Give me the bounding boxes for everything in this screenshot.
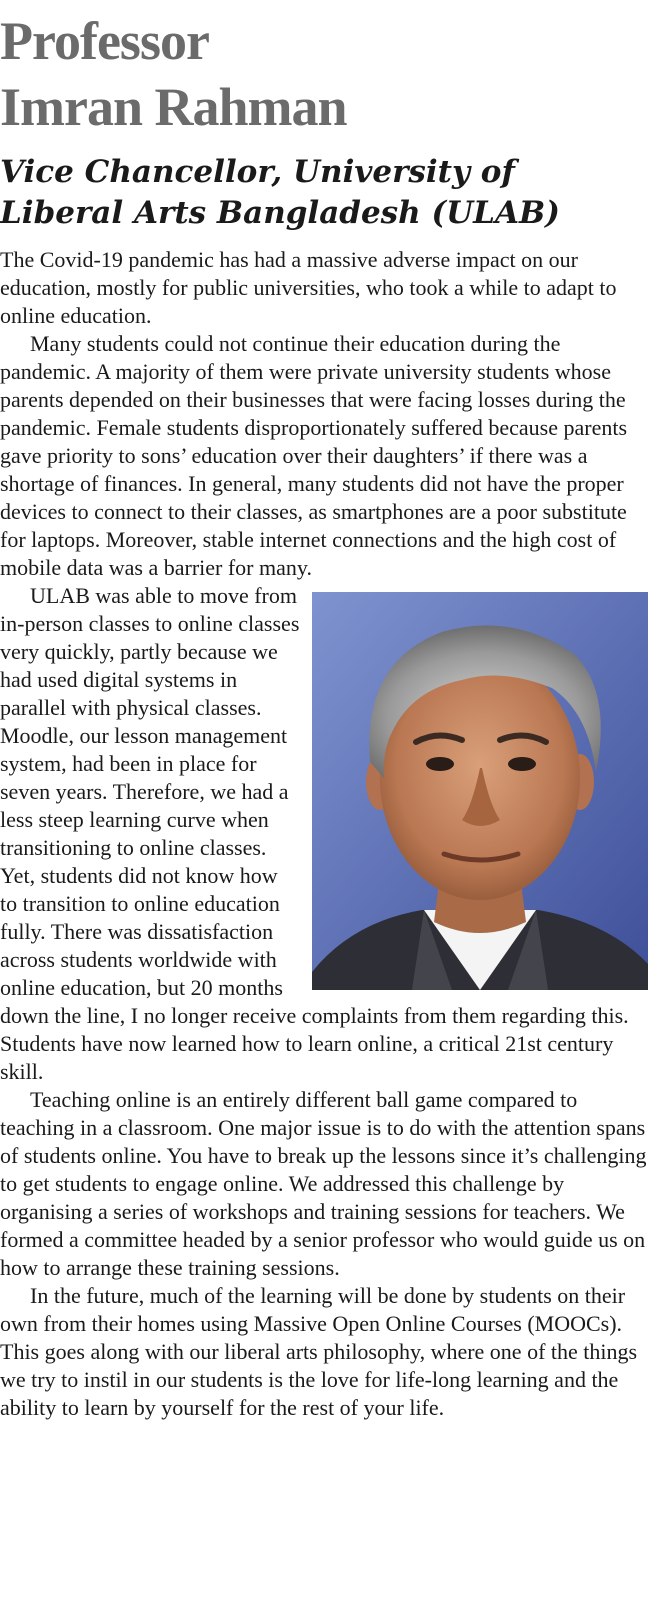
author-portrait xyxy=(312,592,648,990)
author-name-line2: Imran Rahman xyxy=(0,77,347,137)
article-paragraph-5: In the future, much of the learning will be done by students on their own from their homes using Massive Open Online Courses (MOOCs). This goes along with our liberal arts philosophy, where one of the things we try to instil in our students is the love for life-long learning and the ability to learn by yourself for the rest of your life. xyxy=(0,1283,638,1420)
author-role xyxy=(0,152,648,234)
author-name xyxy=(0,0,648,140)
portrait-illustration xyxy=(312,592,648,990)
author-role-line2: Liberal Arts Bangladesh (ULAB) xyxy=(0,195,560,231)
article-paragraph-2: Many students could not continue their education during the pandemic. A majority of them were private university students whose parents depended on their businesses that were facing losses during the pandemic. Female students disproportionately suffered because parents gave priority to sons’ education over their daughters’ if there was a shortage of finances. In general, many students did not have the proper devices to connect to their classes, as smartphones are a poor substitute for laptops. Moreover, stable internet connections and the high cost of mobile data was a barrier for many. xyxy=(0,331,628,580)
article-paragraph-1: The Covid-19 pandemic has had a massive adverse impact on our education, mostly for public universities, who took a while to adapt to online education. xyxy=(0,247,617,328)
author-name-line1: Professor xyxy=(0,11,209,71)
article-body xyxy=(0,246,648,1422)
article-paragraph-3: ULAB was able to move from in-person classes to online classes very quickly, partly because we had used digital systems in parallel with physical classes. Moodle, our lesson management system, had been in place for seven years. Therefore, we had a less steep learning curve when transitioning to online classes. Yet, students did not know how to transition to online education fully. There was dissatisfaction across students worldwide with online education, but 20 months down the line, I no longer receive complaints from them regarding this. Students have now learned how to learn online, a critical 21st century skill. xyxy=(0,583,629,1084)
author-role-line1: Vice Chancellor, University of xyxy=(0,154,515,190)
article-paragraph-4: Teaching online is an entirely different ball game compared to teaching in a classroom. One major issue is to do with the attention spans of students online. You have to break up the lessons since it’s challenging to get students to engage online. We addressed this challenge by organising a series of workshops and training sessions for teachers. We formed a committee headed by a senior professor who would guide us on how to arrange these training sessions. xyxy=(0,1087,647,1280)
